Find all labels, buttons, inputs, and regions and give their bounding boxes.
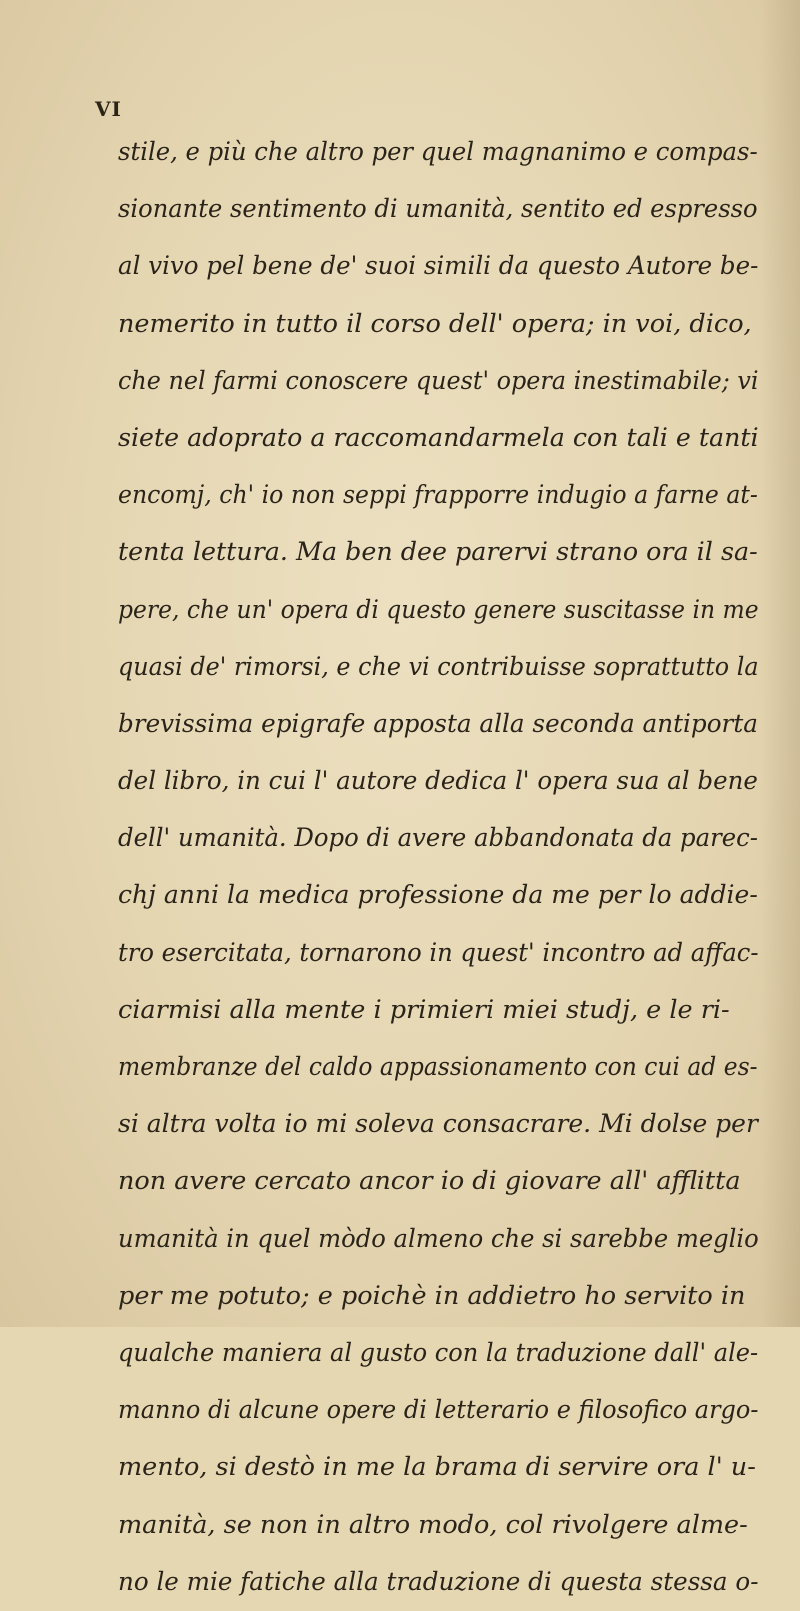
- text-line: manno di alcune opere di letterario e filosofico argo-: [118, 1395, 759, 1426]
- text-line: non avere cercato ancor io di giovare all' afflitta: [118, 1166, 741, 1197]
- text-line: tro esercitata, tornarono in quest' incontro ad affac-: [118, 937, 759, 968]
- text-line: nemerito in tutto il corso dell' opera; in voi, dico,: [118, 308, 752, 339]
- text-line: sionante sentimento di umanità, sentito ed espresso: [118, 194, 758, 225]
- text-line: si altra volta io mi soleva consacrare. Mi dolse per: [118, 1109, 758, 1140]
- text-line: quasi de' rimorsi, e che vi contribuisse soprattutto la: [118, 651, 759, 682]
- text-line: mento, si destò in me la brama di servire ora l' u-: [118, 1452, 756, 1483]
- page-number: VI: [95, 97, 122, 121]
- text-line: encomj, ch' io non seppi frapporre indugio a farne at-: [118, 480, 758, 511]
- text-line: siete adoprato a raccomandarmela con tali e tanti: [118, 422, 759, 453]
- text-line: membranze del caldo appassionamento con cui ad es-: [118, 1052, 758, 1082]
- text-line: per me potuto; e poichè in addietro ho servito in: [118, 1280, 746, 1311]
- text-line: qualche maniera al gusto con la traduzione dall' ale-: [118, 1337, 759, 1368]
- text-line: umanità in quel mòdo almeno che si sarebbe meglio: [118, 1223, 759, 1254]
- text-line: manità, se non in altro modo, col rivolgere alme-: [118, 1509, 748, 1540]
- text-line: stile, e più che altro per quel magnanimo e compas-: [118, 137, 758, 167]
- text-line: al vivo pel bene de' suoi simili da questo Autore be-: [118, 251, 759, 282]
- text-line: brevissima epigrafe apposta alla seconda antiporta: [118, 708, 758, 739]
- text-line: dell' umanità. Dopo di avere abbandonata da parec-: [118, 823, 758, 854]
- body-text: [118, 124, 758, 1611]
- text-line: ciarmisi alla mente i primieri miei studj, e le ri-: [118, 994, 730, 1025]
- text-line: chj anni la medica professione da me per lo addie-: [118, 880, 758, 911]
- text-line: no le mie fatiche alla traduzione di questa stessa o-: [118, 1566, 759, 1597]
- text-line: che nel farmi conoscere quest' opera inestimabile; vi: [118, 365, 759, 396]
- text-line: tenta lettura. Ma ben dee parervi strano ora il sa-: [118, 537, 758, 568]
- text-line: pere, che un' opera di questo genere suscitasse in me: [118, 594, 759, 625]
- text-line: del libro, in cui l' autore dedica l' opera sua al bene: [118, 766, 758, 797]
